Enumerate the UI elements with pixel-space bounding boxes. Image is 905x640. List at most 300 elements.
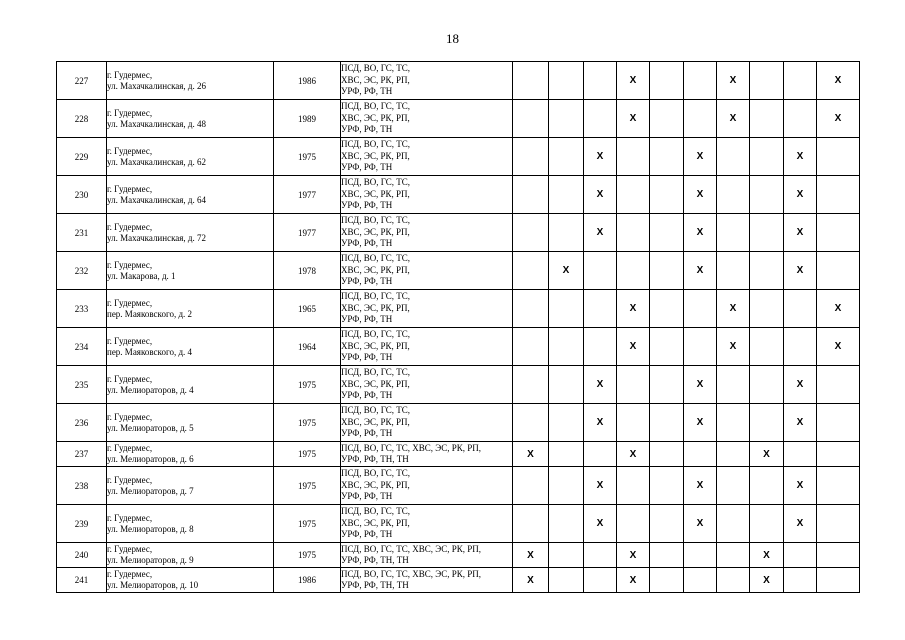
period-cell (717, 252, 750, 290)
period-cell (513, 62, 549, 100)
address-street: ул. Махачкалинская, д. 48 (107, 118, 207, 129)
period-cell (584, 366, 617, 404)
systems-line: УРФ, РФ, ТН (341, 86, 393, 97)
row-number: 229 (57, 138, 107, 176)
period-cell (617, 543, 650, 568)
systems-line: ПСД, ВО, ГС, ТС, (341, 63, 411, 74)
row-number: 228 (57, 100, 107, 138)
x-mark: X (796, 480, 804, 491)
period-cell (584, 328, 617, 366)
systems-cell (341, 505, 513, 543)
period-cell (717, 100, 750, 138)
period-cell (650, 290, 684, 328)
period-cell (617, 252, 650, 290)
row-number: 227 (57, 62, 107, 100)
x-mark: X (527, 574, 534, 586)
period-cell (584, 442, 617, 467)
period-cell (549, 404, 584, 442)
systems-line: ПСД, ВО, ГС, ТС, (341, 506, 411, 517)
period-cell (750, 100, 784, 138)
period-cell (750, 176, 784, 214)
x-mark: X (834, 341, 842, 352)
systems-line: УРФ, РФ, ТН (341, 314, 393, 325)
systems-line: ХВС, ЭС, РК, РП, (341, 517, 410, 528)
systems-line: ХВС, ЭС, РК, РП, (341, 264, 410, 275)
period-cell (584, 543, 617, 568)
period-cell (717, 404, 750, 442)
systems-cell (341, 328, 513, 366)
address-city: г. Гудермес, (107, 512, 153, 523)
period-cell (584, 467, 617, 505)
systems-cell (341, 568, 513, 593)
address-cell (107, 214, 274, 252)
x-mark: X (729, 113, 737, 124)
systems-line: УРФ, РФ, ТН, ТН (341, 454, 409, 464)
period-cell (513, 568, 549, 593)
address-cell (107, 366, 274, 404)
x-mark: X (596, 379, 604, 390)
period-cell (817, 467, 860, 505)
systems-cell (341, 62, 513, 100)
build-year: 1975 (274, 505, 341, 543)
period-cell (717, 290, 750, 328)
period-cell (750, 62, 784, 100)
period-cell (717, 467, 750, 505)
period-cell (817, 176, 860, 214)
x-mark: X (796, 379, 804, 390)
period-cell (684, 100, 717, 138)
period-cell (784, 404, 817, 442)
build-year: 1964 (274, 328, 341, 366)
x-mark: X (527, 549, 534, 561)
period-cell (817, 62, 860, 100)
period-cell (817, 214, 860, 252)
x-mark: X (629, 113, 637, 124)
x-mark: X (763, 574, 770, 586)
period-cell (617, 467, 650, 505)
x-mark: X (696, 189, 704, 200)
systems-line: ХВС, ЭС, РК, РП, (341, 226, 410, 237)
period-cell (513, 290, 549, 328)
period-cell (817, 505, 860, 543)
period-cell (617, 328, 650, 366)
period-cell (549, 442, 584, 467)
period-cell (684, 404, 717, 442)
systems-line: ПСД, ВО, ГС, ТС, (341, 468, 411, 479)
period-cell (684, 328, 717, 366)
build-year: 1975 (274, 467, 341, 505)
address-street: пер. Маяковского, д. 4 (107, 346, 193, 357)
period-cell (617, 62, 650, 100)
x-mark: X (629, 75, 637, 86)
period-cell (817, 442, 860, 467)
address-cell (107, 290, 274, 328)
period-cell (684, 366, 717, 404)
period-cell (549, 100, 584, 138)
systems-cell (341, 404, 513, 442)
address-city: г. Гудермес, (107, 544, 153, 554)
build-year: 1977 (274, 176, 341, 214)
period-cell (650, 404, 684, 442)
address-city: г. Гудермес, (107, 221, 153, 232)
table-row (57, 366, 860, 404)
period-cell (750, 442, 784, 467)
build-year: 1978 (274, 252, 341, 290)
x-mark: X (696, 227, 704, 238)
address-city: г. Гудермес, (107, 183, 153, 194)
systems-line: УРФ, РФ, ТН (341, 276, 393, 287)
address-cell (107, 100, 274, 138)
period-cell (684, 214, 717, 252)
period-cell (784, 138, 817, 176)
period-cell (784, 328, 817, 366)
period-cell (513, 138, 549, 176)
row-number: 233 (57, 290, 107, 328)
period-cell (817, 366, 860, 404)
systems-line: ПСД, ВО, ГС, ТС, ХВС, ЭС, РК, РП, (341, 543, 481, 554)
address-city: г. Гудермес, (107, 259, 153, 270)
period-cell (617, 100, 650, 138)
period-cell (617, 290, 650, 328)
address-cell (107, 404, 274, 442)
address-city: г. Гудермес, (107, 69, 153, 80)
systems-line: ХВС, ЭС, РК, РП, (341, 112, 410, 123)
address-city: г. Гудермес, (107, 297, 153, 308)
table-row (57, 252, 860, 290)
period-cell (584, 404, 617, 442)
row-number: 236 (57, 404, 107, 442)
period-cell (750, 568, 784, 593)
systems-line: УРФ, РФ, ТН, ТН (341, 580, 409, 590)
period-cell (513, 252, 549, 290)
systems-line: ПСД, ВО, ГС, ТС, (341, 405, 411, 416)
x-mark: X (763, 448, 770, 460)
period-cell (684, 568, 717, 593)
address-street: ул. Махачкалинская, д. 26 (107, 80, 207, 91)
period-cell (617, 568, 650, 593)
table-row (57, 290, 860, 328)
period-cell (784, 366, 817, 404)
period-cell (584, 176, 617, 214)
row-number: 235 (57, 366, 107, 404)
period-cell (784, 442, 817, 467)
address-cell (107, 467, 274, 505)
period-cell (584, 252, 617, 290)
systems-cell (341, 543, 513, 568)
period-cell (617, 505, 650, 543)
period-cell (513, 214, 549, 252)
table-row (57, 62, 860, 100)
period-cell (817, 568, 860, 593)
period-cell (717, 568, 750, 593)
build-year: 1977 (274, 214, 341, 252)
systems-cell (341, 467, 513, 505)
period-cell (549, 62, 584, 100)
table-body (57, 62, 860, 593)
period-cell (684, 290, 717, 328)
systems-line: ХВС, ЭС, РК, РП, (341, 340, 410, 351)
systems-line: УРФ, РФ, ТН (341, 428, 393, 439)
x-mark: X (796, 189, 804, 200)
x-mark: X (696, 151, 704, 162)
period-cell (549, 176, 584, 214)
x-mark: X (629, 549, 637, 561)
period-cell (784, 214, 817, 252)
period-cell (513, 176, 549, 214)
period-cell (650, 366, 684, 404)
systems-line: УРФ, РФ, ТН (341, 238, 393, 249)
systems-line: УРФ, РФ, ТН (341, 124, 393, 135)
x-mark: X (696, 480, 704, 491)
systems-line: ПСД, ВО, ГС, ТС, (341, 367, 411, 378)
period-cell (717, 62, 750, 100)
period-cell (617, 442, 650, 467)
housing-register-table (56, 61, 860, 593)
x-mark: X (796, 417, 804, 428)
address-street: ул. Макарова, д. 1 (107, 270, 176, 281)
systems-line: ХВС, ЭС, РК, РП, (341, 479, 410, 490)
address-city: г. Гудермес, (107, 373, 153, 384)
x-mark: X (596, 151, 604, 162)
period-cell (584, 138, 617, 176)
period-cell (549, 138, 584, 176)
table-row (57, 467, 860, 505)
period-cell (784, 568, 817, 593)
systems-line: ПСД, ВО, ГС, ТС, ХВС, ЭС, РК, РП, (341, 568, 481, 579)
period-cell (650, 328, 684, 366)
period-cell (717, 505, 750, 543)
period-cell (513, 328, 549, 366)
period-cell (549, 214, 584, 252)
table-row (57, 328, 860, 366)
period-cell (549, 290, 584, 328)
x-mark: X (527, 448, 534, 460)
x-mark: X (596, 189, 604, 200)
period-cell (584, 214, 617, 252)
systems-line: УРФ, РФ, ТН (341, 390, 393, 401)
build-year: 1975 (274, 138, 341, 176)
x-mark: X (729, 75, 737, 86)
x-mark: X (763, 549, 770, 561)
address-cell (107, 328, 274, 366)
build-year: 1989 (274, 100, 341, 138)
address-street: ул. Мелиораторов, д. 5 (107, 422, 194, 433)
address-street: ул. Махачкалинская, д. 64 (107, 194, 207, 205)
period-cell (650, 176, 684, 214)
address-street: пер. Маяковского, д. 2 (107, 308, 193, 319)
systems-line: УРФ, РФ, ТН (341, 162, 393, 173)
x-mark: X (596, 518, 604, 529)
systems-line: УРФ, РФ, ТН, ТН (341, 555, 409, 565)
page-number: 18 (446, 31, 459, 46)
address-street: ул. Мелиораторов, д. 6 (107, 454, 194, 464)
systems-line: ПСД, ВО, ГС, ТС, (341, 253, 411, 264)
row-number: 240 (57, 543, 107, 568)
period-cell (817, 543, 860, 568)
period-cell (549, 252, 584, 290)
period-cell (549, 328, 584, 366)
period-cell (513, 442, 549, 467)
address-street: ул. Мелиораторов, д. 8 (107, 523, 194, 534)
systems-line: ПСД, ВО, ГС, ТС, (341, 177, 411, 188)
systems-line: ХВС, ЭС, РК, РП, (341, 188, 410, 199)
period-cell (750, 543, 784, 568)
systems-cell (341, 442, 513, 467)
table-row (57, 568, 860, 593)
address-street: ул. Мелиораторов, д. 4 (107, 384, 194, 395)
x-mark: X (596, 417, 604, 428)
x-mark: X (796, 151, 804, 162)
table-row (57, 176, 860, 214)
systems-cell (341, 176, 513, 214)
x-mark: X (729, 303, 737, 314)
systems-cell (341, 214, 513, 252)
period-cell (784, 467, 817, 505)
address-street: ул. Мелиораторов, д. 7 (107, 485, 194, 496)
period-cell (817, 100, 860, 138)
address-street: ул. Махачкалинская, д. 72 (107, 232, 207, 243)
x-mark: X (834, 113, 842, 124)
row-number: 234 (57, 328, 107, 366)
build-year: 1986 (274, 568, 341, 593)
systems-cell (341, 252, 513, 290)
period-cell (817, 328, 860, 366)
period-cell (717, 138, 750, 176)
period-cell (513, 467, 549, 505)
x-mark: X (629, 574, 637, 586)
period-cell (513, 543, 549, 568)
table-row (57, 404, 860, 442)
period-cell (650, 214, 684, 252)
row-number: 231 (57, 214, 107, 252)
systems-cell (341, 290, 513, 328)
period-cell (513, 366, 549, 404)
x-mark: X (629, 341, 637, 352)
build-year: 1975 (274, 366, 341, 404)
period-cell (817, 290, 860, 328)
period-cell (684, 252, 717, 290)
address-cell (107, 505, 274, 543)
address-street: ул. Мелиораторов, д. 9 (107, 555, 194, 565)
period-cell (784, 176, 817, 214)
systems-line: ПСД, ВО, ГС, ТС, (341, 291, 411, 302)
address-cell (107, 138, 274, 176)
period-cell (817, 404, 860, 442)
period-cell (513, 100, 549, 138)
systems-line: ХВС, ЭС, РК, РП, (341, 378, 410, 389)
systems-line: УРФ, РФ, ТН (341, 352, 393, 363)
period-cell (750, 252, 784, 290)
systems-line: ПСД, ВО, ГС, ТС, ХВС, ЭС, РК, РП, (341, 442, 481, 453)
period-cell (549, 366, 584, 404)
row-number: 238 (57, 467, 107, 505)
address-cell (107, 543, 274, 568)
period-cell (650, 100, 684, 138)
period-cell (617, 176, 650, 214)
period-cell (549, 568, 584, 593)
address-cell (107, 252, 274, 290)
address-cell (107, 568, 274, 593)
build-year: 1975 (274, 404, 341, 442)
table-row (57, 100, 860, 138)
period-cell (784, 62, 817, 100)
address-city: г. Гудермес, (107, 474, 153, 485)
x-mark: X (796, 518, 804, 529)
period-cell (650, 62, 684, 100)
period-cell (650, 543, 684, 568)
period-cell (584, 290, 617, 328)
table-row (57, 442, 860, 467)
systems-line: УРФ, РФ, ТН (341, 491, 393, 502)
period-cell (650, 568, 684, 593)
x-mark: X (696, 417, 704, 428)
row-number: 230 (57, 176, 107, 214)
systems-cell (341, 138, 513, 176)
period-cell (750, 505, 784, 543)
period-cell (750, 467, 784, 505)
period-cell (684, 442, 717, 467)
period-cell (817, 138, 860, 176)
address-cell (107, 62, 274, 100)
build-year: 1965 (274, 290, 341, 328)
period-cell (617, 366, 650, 404)
period-cell (684, 505, 717, 543)
period-cell (684, 176, 717, 214)
x-mark: X (834, 303, 842, 314)
build-year: 1975 (274, 442, 341, 467)
systems-cell (341, 100, 513, 138)
period-cell (750, 328, 784, 366)
period-cell (650, 442, 684, 467)
period-cell (584, 62, 617, 100)
x-mark: X (596, 480, 604, 491)
period-cell (717, 176, 750, 214)
address-city: г. Гудермес, (107, 107, 153, 118)
period-cell (717, 214, 750, 252)
address-city: г. Гудермес, (107, 411, 153, 422)
period-cell (817, 252, 860, 290)
period-cell (750, 404, 784, 442)
period-cell (584, 568, 617, 593)
period-cell (617, 214, 650, 252)
address-cell (107, 442, 274, 467)
build-year: 1986 (274, 62, 341, 100)
address-street: ул. Мелиораторов, д. 10 (107, 580, 199, 590)
row-number: 232 (57, 252, 107, 290)
x-mark: X (696, 379, 704, 390)
period-cell (684, 62, 717, 100)
period-cell (549, 467, 584, 505)
x-mark: X (834, 75, 842, 86)
period-cell (617, 404, 650, 442)
period-cell (717, 366, 750, 404)
x-mark: X (729, 341, 737, 352)
period-cell (617, 138, 650, 176)
period-cell (650, 138, 684, 176)
period-cell (549, 543, 584, 568)
period-cell (750, 366, 784, 404)
table-row (57, 543, 860, 568)
table-row (57, 138, 860, 176)
systems-line: ПСД, ВО, ГС, ТС, (341, 329, 411, 340)
address-city: г. Гудермес, (107, 569, 153, 579)
period-cell (684, 138, 717, 176)
x-mark: X (562, 265, 570, 276)
systems-line: ПСД, ВО, ГС, ТС, (341, 101, 411, 112)
period-cell (513, 404, 549, 442)
x-mark: X (629, 303, 637, 314)
period-cell (784, 252, 817, 290)
